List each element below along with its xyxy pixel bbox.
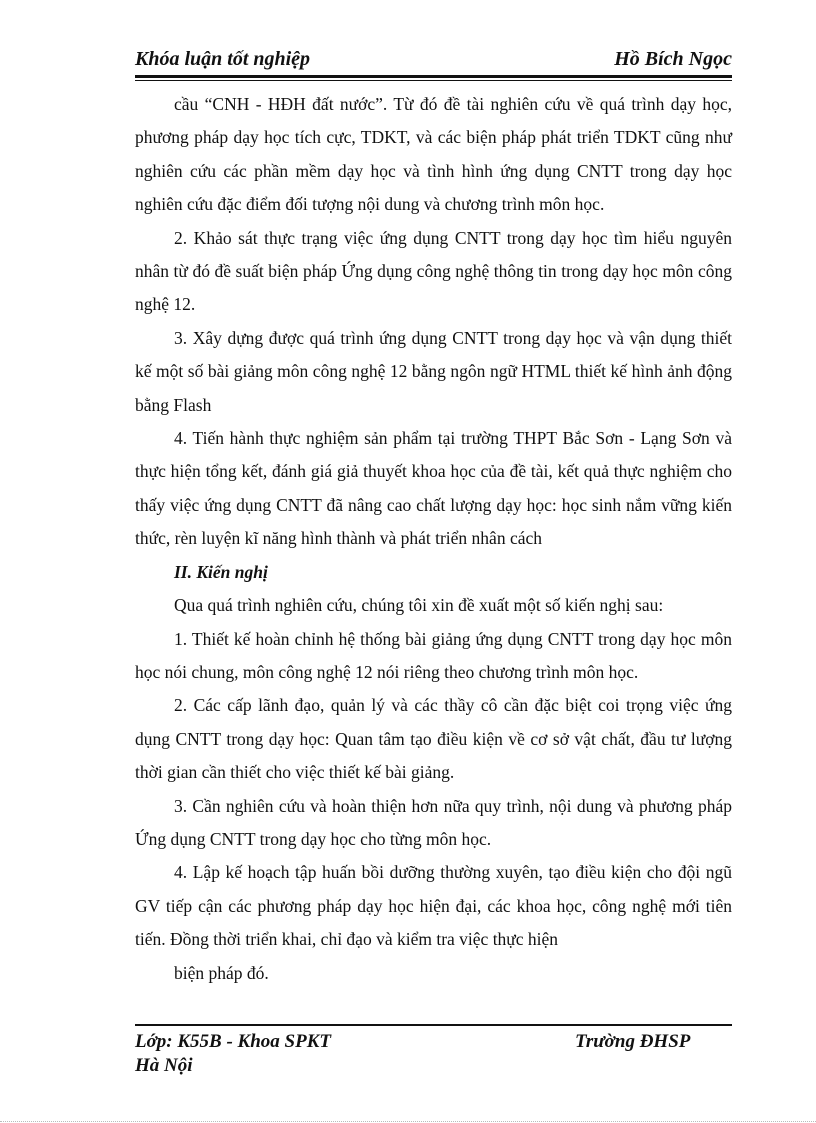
paragraph-intro: cầu “CNH - HĐH đất nước”. Từ đó đề tài nghiên cứu về quá trình dạy học, phương pháp dạy học tích cực, TDKT, và các biện pháp phát triển TDKT cũng như nghiên cứu các phần mềm dạy học và tình hình ứng dụng CNTT trong dạy học nghiên cứu đặc điểm đối tượng nội dung và chương trình môn học. bbox=[135, 94, 732, 215]
footer-university: Trường ĐHSP bbox=[575, 1031, 691, 1052]
section-heading: II. Kiến nghị bbox=[174, 561, 268, 582]
header-rule-thick bbox=[135, 75, 732, 78]
footer-class-info bbox=[135, 1030, 331, 1078]
recommendation-1: 1. Thiết kế hoàn chỉnh hệ thống bài giảng ứng dụng CNTT trong dạy học môn học nói chung, môn công nghệ 12 nói riêng theo chương trình môn học. bbox=[135, 628, 732, 682]
page-header bbox=[135, 46, 732, 78]
document-body bbox=[135, 88, 732, 990]
recommendation-3: 3. Cần nghiên cứu và hoàn thiện hơn nữa quy trình, nội dung và phương pháp Ứng dụng CNTT trong dạy học cho từng môn học. bbox=[135, 795, 732, 849]
closing-line: biện pháp đó. bbox=[174, 962, 269, 983]
footer-rule bbox=[135, 1024, 732, 1026]
paragraph-item-2: 2. Khảo sát thực trạng việc ứng dụng CNTT trong dạy học tìm hiểu nguyên nhân từ đó đề suất biện pháp Ứng dụng công nghệ thông tin trong dạy học môn công nghệ 12. bbox=[135, 227, 732, 315]
paragraph-item-4: 4. Tiến hành thực nghiệm sản phẩm tại trường THPT Bắc Sơn - Lạng Sơn và thực hiện tổng kết, đánh giá giả thuyết khoa học của đề tài, kết quả thực nghiệm cho thấy việc ứng dụng CNTT đã nâng cao chất lượng dạy học: học sinh nắm vững kiến thức, rèn luyện kĩ năng hình thành và phát triển nhân cách bbox=[135, 428, 732, 549]
recommendation-4: 4. Lập kế hoạch tập huấn bồi dưỡng thường xuyên, tạo điều kiện cho đội ngũ GV tiếp cận các phương pháp dạy học hiện đại, các khoa học, công nghệ mới tiên tiến. Đồng thời triển khai, chỉ đạo và kiểm tra việc thực hiện bbox=[135, 862, 732, 950]
header-author-name: Hồ Bích Ngọc bbox=[614, 48, 732, 70]
page-edge bbox=[0, 1121, 816, 1122]
header-rule-thin bbox=[135, 80, 732, 81]
header-thesis-title: Khóa luận tốt nghiệp bbox=[135, 48, 311, 70]
footer-class-line: Lớp: K55B - Khoa SPKT bbox=[135, 1031, 331, 1052]
recommendation-intro: Qua quá trình nghiên cứu, chúng tôi xin đề xuất một số kiến nghị sau: bbox=[174, 595, 664, 616]
paragraph-item-3: 3. Xây dựng được quá trình ứng dụng CNTT trong dạy học và vận dụng thiết kế một số bài giảng môn công nghệ 12 bằng ngôn ngữ HTML thiết kế hình ảnh động bằng Flash bbox=[135, 327, 732, 415]
recommendation-2: 2. Các cấp lãnh đạo, quản lý và các thầy cô cần đặc biệt coi trọng việc ứng dụng CNTT trong dạy học: Quan tâm tạo điều kiện về cơ sở vật chất, đầu tư lượng thời gian cần thiết cho việc thiết kế bài giảng. bbox=[135, 695, 732, 783]
footer-city-line: Hà Nội bbox=[135, 1055, 193, 1076]
